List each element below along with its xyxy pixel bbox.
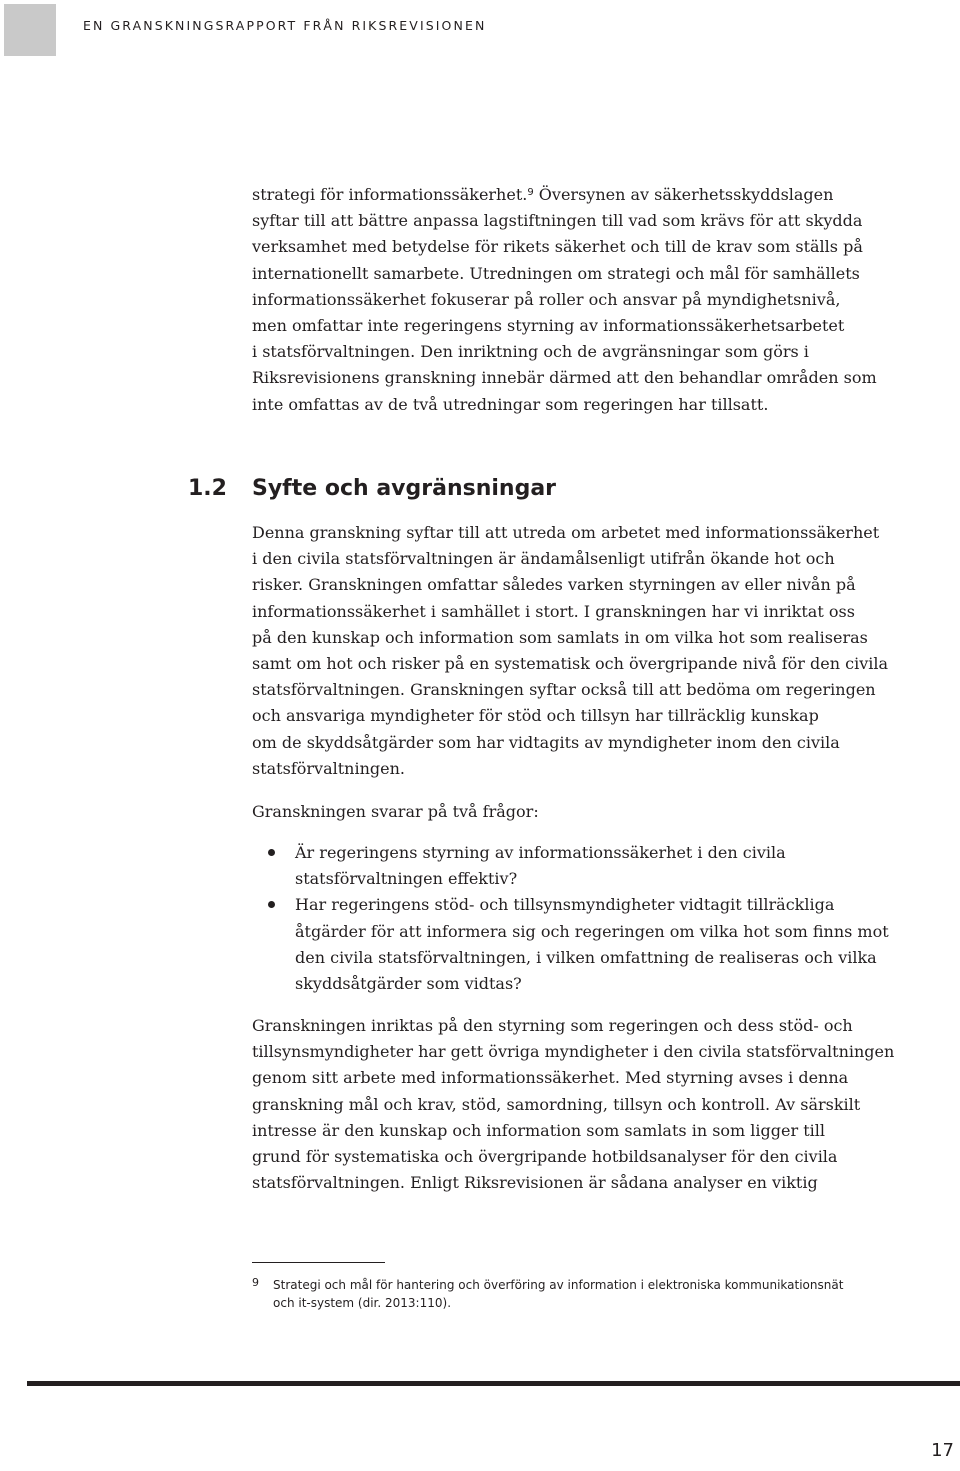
corner-block	[4, 4, 56, 56]
intro-line: syftar till att bättre anpassa lagstiftningen till vad som krävs för att skydda	[252, 211, 863, 231]
intro-line: i statsförvaltningen. Den inriktning och de avgränsningar som görs i	[252, 342, 809, 362]
intro-first-line	[252, 182, 892, 208]
question-line: skyddsåtgärder som vidtas?	[295, 973, 522, 993]
purpose-line: på den kunskap och information som samlats in om vilka hot som realiseras	[252, 627, 868, 647]
purpose-line: om de skyddsåtgärder som har vidtagits av myndigheter inom den civila	[252, 732, 840, 752]
scope-line: genom sitt arbete med informationssäkerhet. Med styrning avses i denna	[252, 1068, 849, 1088]
footnote-text	[273, 1276, 893, 1312]
question-item	[252, 840, 892, 892]
intro-line: men omfattar inte regeringens styrning av informationssäkerhetsarbetet	[252, 315, 845, 335]
purpose-line: i den civila statsförvaltningen är ändamålsenligt utifrån ökande hot och	[252, 549, 835, 569]
purpose-line: informationssäkerhet i samhället i stort. I granskningen har vi inriktat oss	[252, 601, 855, 621]
bullet-icon	[268, 849, 275, 856]
questions-intro: Granskningen svarar på två frågor:	[252, 802, 539, 821]
purpose-line: Denna granskning syftar till att utreda om arbetet med informationssäkerhet	[252, 523, 880, 542]
question-line: Är regeringens styrning av informationssäkerhet i den civila	[295, 843, 786, 862]
purpose-line: risker. Granskningen omfattar således varken styrningen av eller nivån på	[252, 575, 856, 595]
scope-line: intresse är den kunskap och information som samlats in som ligger till	[252, 1120, 826, 1140]
intro-line: inte omfattas av de två utredningar som regeringen har tillsatt.	[252, 394, 769, 414]
footnote-number: 9	[252, 1276, 259, 1289]
scope-paragraph	[252, 1013, 895, 1196]
question-item	[252, 892, 892, 997]
questions-intro-paragraph	[252, 799, 892, 825]
scope-line: tillsynsmyndigheter har gett övriga myndigheter i den civila statsförvaltningen	[252, 1042, 895, 1062]
questions-list	[252, 840, 892, 997]
intro-line: verksamhet med betydelse för rikets säkerhet och till de krav som ställs på	[252, 237, 863, 257]
question-line: Har regeringens stöd- och tillsynsmyndigheter vidtagit tillräckliga	[295, 895, 835, 915]
footnote-line: Strategi och mål för hantering och överföring av information i elektroniska kommunikationsnät	[273, 1278, 844, 1292]
intro-line-text: strategi för informationssäkerhet.	[252, 185, 528, 204]
question-line: den civila statsförvaltningen, i vilken omfattning de realiseras och vilka	[295, 947, 877, 967]
bottom-divider	[27, 1381, 960, 1386]
purpose-paragraph	[252, 520, 892, 782]
running-header: EN GRANSKNINGSRAPPORT FRÅN RIKSREVISIONEN	[83, 18, 487, 33]
intro-paragraph	[252, 182, 892, 418]
intro-line-text: Översynen av säkerhetsskyddslagen	[533, 185, 834, 204]
scope-line: Granskningen inriktas på den styrning som regeringen och dess stöd- och	[252, 1016, 853, 1035]
purpose-line: samt om hot och risker på en systematisk och övergripande nivå för den civila	[252, 653, 889, 673]
bullet-icon	[268, 901, 275, 908]
scope-line: granskning mål och krav, stöd, samordning, tillsyn och kontroll. Av särskilt	[252, 1094, 861, 1114]
footnote-reference[interactable]: 9	[527, 187, 534, 198]
intro-line: informationssäkerhet fokuserar på roller och ansvar på myndighetsnivå,	[252, 289, 841, 309]
section-title: Syfte och avgränsningar	[252, 476, 557, 501]
scope-line: statsförvaltningen. Enligt Riksrevisionen är sådana analyser en viktig	[252, 1173, 818, 1193]
footnote-divider	[252, 1262, 385, 1263]
question-line: statsförvaltningen effektiv?	[295, 869, 518, 889]
purpose-line: statsförvaltningen.	[252, 758, 405, 778]
question-line: åtgärder för att informera sig och regeringen om vilka hot som finns mot	[295, 921, 889, 941]
purpose-line: och ansvariga myndigheter för stöd och tillsyn har tillräcklig kunskap	[252, 706, 819, 726]
page-number: 17	[931, 1440, 954, 1461]
footnote-line: och it-system (dir. 2013:110).	[273, 1296, 452, 1310]
intro-line: Riksrevisionens granskning innebär därmed att den behandlar områden som	[252, 368, 877, 388]
scope-line: grund för systematiska och övergripande hotbildsanalyser för den civila	[252, 1146, 838, 1166]
intro-line: internationellt samarbete. Utredningen om strategi och mål för samhällets	[252, 263, 860, 283]
purpose-line: statsförvaltningen. Granskningen syftar också till att bedöma om regeringen	[252, 680, 876, 700]
section-number: 1.2	[188, 476, 227, 501]
